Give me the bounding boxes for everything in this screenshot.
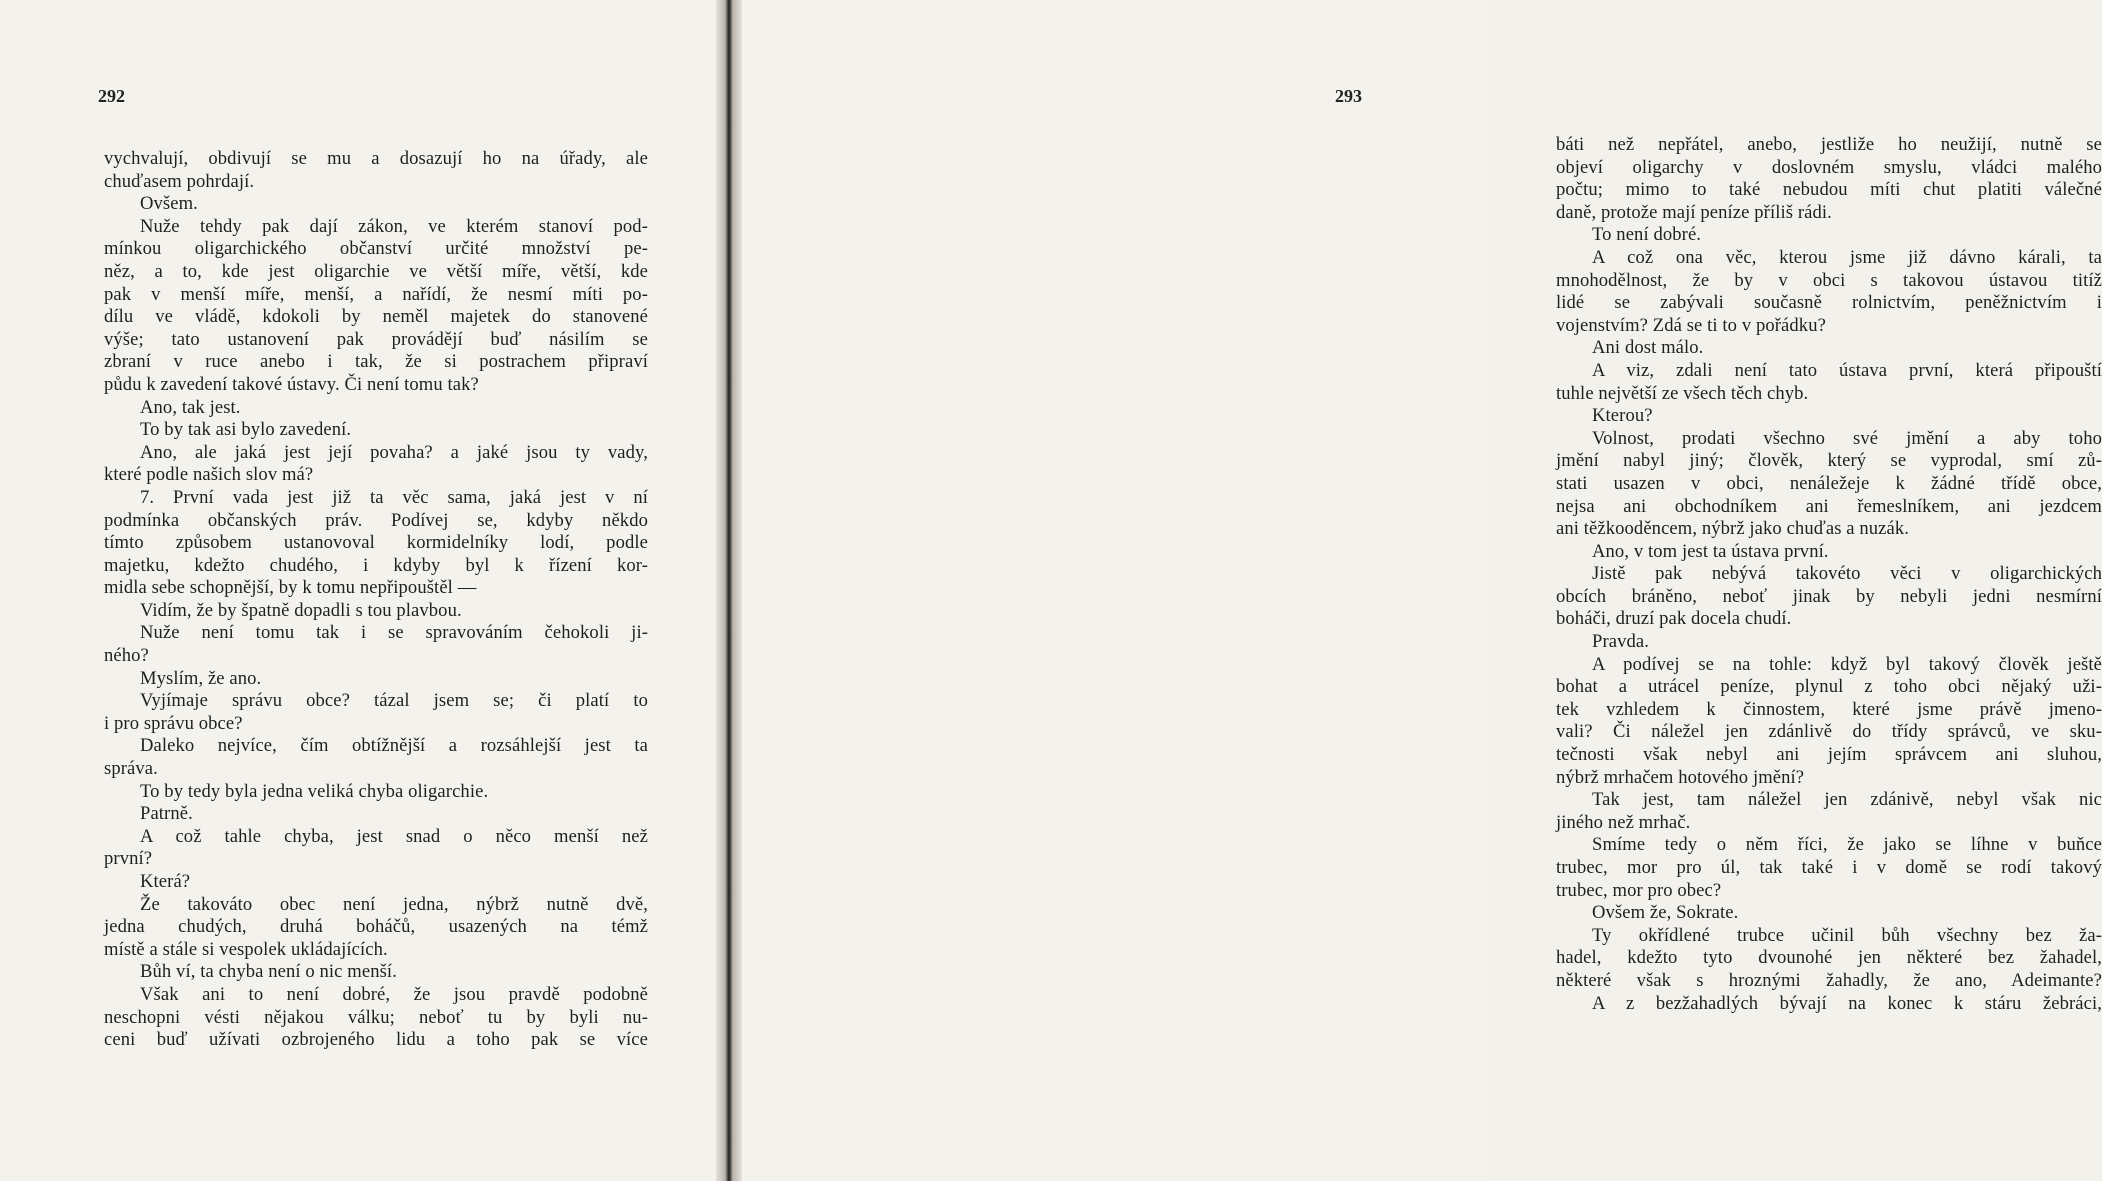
text-line: dílu ve vládě, kdokoli by neměl majetek do stanovené	[104, 306, 648, 328]
text-line: Ty okřídlené trubce učinil bůh všechny bez ža-	[1592, 924, 2102, 946]
page-number: 293	[1335, 86, 1362, 106]
text-line: mnohodělnost, že by v obci s takovou ústavou titíž	[1556, 269, 2102, 291]
text-line: první?	[104, 848, 153, 870]
text-line: chuďasem pohrdají.	[104, 170, 255, 192]
text-line: hadel, kdežto tyto dvounohé jen některé bez žahadel,	[1556, 947, 2102, 969]
text-line: A z bezžahadlých bývají na konec k stáru žebráci,	[1592, 992, 2102, 1014]
text-line: A podívej se na tohle: když byl takový člověk ještě	[1592, 653, 2102, 675]
text-line: Ano, v tom jest ta ústava první.	[1592, 540, 1829, 562]
text-line: ného?	[104, 645, 149, 667]
text-line: Ani dost málo.	[1592, 337, 1704, 359]
text-line: trubec, mor pro obec?	[1556, 879, 1722, 901]
text-line: Však ani to není dobré, že jsou pravdě podobně	[140, 983, 648, 1005]
text-line: Vyjímaje správu obce? tázal jsem se; či platí to	[140, 690, 648, 712]
text-line: Nuže není tomu tak i se spravováním čehokoli ji-	[140, 622, 648, 644]
text-line: Kterou?	[1592, 405, 1653, 427]
text-line: půdu k zavedení takové ústavy. Či není tomu tak?	[104, 373, 479, 395]
text-line: některé však s hroznými žahadly, že ano, Adeimante?	[1556, 969, 2102, 991]
text-line: bohat a utrácel peníze, plynul z toho obci nějaký uži-	[1556, 676, 2102, 698]
text-line: Bůh ví, ta chyba není o nic menší.	[140, 961, 397, 983]
text-line: obcích bráněno, neboť jinak by nebyli jedni nesmírní	[1556, 585, 2102, 607]
text-line: Ano, ale jaká jest její povaha? a jaké jsou ty vady,	[140, 441, 648, 463]
text-line: vojenstvím? Zdá se ti to v pořádku?	[1556, 314, 1826, 336]
text-line: tek vzhledem k činnostem, které jsme právě jmeno-	[1556, 698, 2102, 720]
text-line: nejsa ani obchodníkem ani řemeslníkem, ani jezdcem	[1556, 495, 2102, 517]
text-line: jedna chudých, druhá boháčů, usazených na témž	[104, 916, 648, 938]
text-line: výše; tato ustanovení pak provádějí buď násilím se	[104, 328, 648, 350]
text-line: To by tedy byla jedna veliká chyba oligarchie.	[140, 780, 489, 802]
text-line: Daleko nejvíce, čím obtížnější a rozsáhlejší jest ta	[140, 735, 648, 757]
text-line: majetku, kdežto chudého, i kdyby byl k řízení kor-	[104, 554, 648, 576]
page-number: 292	[98, 86, 125, 106]
text-line: správa.	[104, 758, 158, 780]
text-line: A což tahle chyba, jest snad o něco menší než	[140, 825, 648, 847]
text-line: A viz, zdali není tato ústava první, která připouští	[1592, 359, 2102, 381]
text-line: Myslím, že ano.	[140, 667, 262, 689]
text-line: midla sebe schopnější, by k tomu nepřipouštěl —	[104, 577, 477, 599]
text-line: i pro správu obce?	[104, 712, 243, 734]
text-line: Ovšem že, Sokrate.	[1592, 902, 1739, 924]
text-line: tímto způsobem ustanovoval kormidelníky lodí, podle	[104, 532, 648, 554]
text-line: neschopni vésti nějakou válku; neboť tu by byli nu-	[104, 1006, 648, 1028]
text-line: stati usazen v obci, nenáležeje k žádné třídě obce,	[1556, 472, 2102, 494]
text-line: jmění nabyl jiný; člověk, který se vyprodal, smí zů-	[1556, 450, 2102, 472]
text-line: Jistě pak nebývá takovéto věci v oligarchických	[1592, 563, 2102, 585]
text-line: Ovšem.	[140, 193, 198, 215]
text-line: tuhle největší ze všech těch chyb.	[1556, 382, 1809, 404]
text-line: Ano, tak jest.	[140, 396, 241, 418]
text-line: Vidím, že by špatně dopadli s tou plavbou.	[140, 599, 462, 621]
left-page	[0, 0, 728, 1181]
text-line: zbraní v ruce anebo i tak, že si postrachem připraví	[104, 351, 648, 373]
text-line: Patrně.	[140, 803, 193, 825]
text-line: 7. První vada jest již ta věc sama, jaká jest v ní	[140, 486, 648, 508]
text-line: ani těžkooděncem, nýbrž jako chuďas a nuzák.	[1556, 518, 1910, 540]
text-line: Smíme tedy o něm říci, že jako se líhne v buňce	[1592, 834, 2102, 856]
text-line: Která?	[140, 871, 191, 892]
text-line: mínkou oligarchického občanství určité množství pe-	[104, 238, 648, 260]
body-text	[104, 148, 648, 1052]
text-line: To by tak asi bylo zavedení.	[140, 419, 352, 441]
text-line: trubec, mor pro úl, tak také i v domě se rodí takový	[1556, 857, 2102, 878]
text-line: vychvalují, obdivují se mu a dosazují ho na úřady, ale	[104, 148, 648, 169]
text-line: podmínka občanských práv. Podívej se, kdyby někdo	[104, 509, 648, 531]
text-line: Tak jest, tam náležel jen zdánivě, nebyl však nic	[1592, 789, 2102, 811]
text-line: Volnost, prodati všechno své jmění a aby toho	[1592, 427, 2102, 449]
text-line: lidé se zabývali současně rolnictvím, peněžnictvím i	[1556, 292, 2102, 314]
text-line: ceni buď užívati ozbrojeného lidu a toho pak se více	[104, 1029, 648, 1051]
text-line: jiného než mrhač.	[1556, 811, 1691, 833]
text-line: A což ona věc, kterou jsme již dávno kárali, ta	[1592, 246, 2102, 268]
text-line: boháči, druzí pak docela chudí.	[1556, 608, 1792, 630]
text-line: To není dobré.	[1592, 224, 1702, 246]
text-line: Že takováto obec není jedna, nýbrž nutně dvě,	[140, 893, 648, 915]
text-line: něz, a to, kde jest oligarchie ve větší míře, větší, kde	[104, 260, 648, 282]
body-text	[1556, 134, 2102, 1015]
text-line: tečnosti však nebyl ani jejím správcem ani sluhou,	[1556, 744, 2102, 766]
text-line: daně, protože mají peníze příliš rádi.	[1556, 201, 1832, 223]
right-page	[736, 0, 2102, 1181]
text-line: místě a stále si vespolek ukládajících.	[104, 938, 388, 960]
text-line: pak v menší míře, menší, a nařídí, že nesmí míti po-	[104, 283, 648, 305]
text-line: báti než nepřátel, anebo, jestliže ho neužijí, nutně se	[1556, 134, 2102, 155]
text-line: Pravda.	[1592, 631, 1649, 653]
text-line: počtu; mimo to také nebudou míti chut platiti válečné	[1556, 179, 2102, 201]
text-line: které podle našich slov má?	[104, 464, 314, 486]
text-line: objeví oligarchy v doslovném smyslu, vládci malého	[1556, 156, 2102, 178]
book-gutter	[716, 0, 742, 1181]
text-line: Nuže tehdy pak dají zákon, ve kterém stanoví pod-	[140, 215, 648, 237]
text-line: vali? Či náležel jen zdánlivě do třídy správců, ve sku-	[1556, 721, 2102, 743]
text-line: nýbrž mrhačem hotového jmění?	[1556, 766, 1805, 788]
